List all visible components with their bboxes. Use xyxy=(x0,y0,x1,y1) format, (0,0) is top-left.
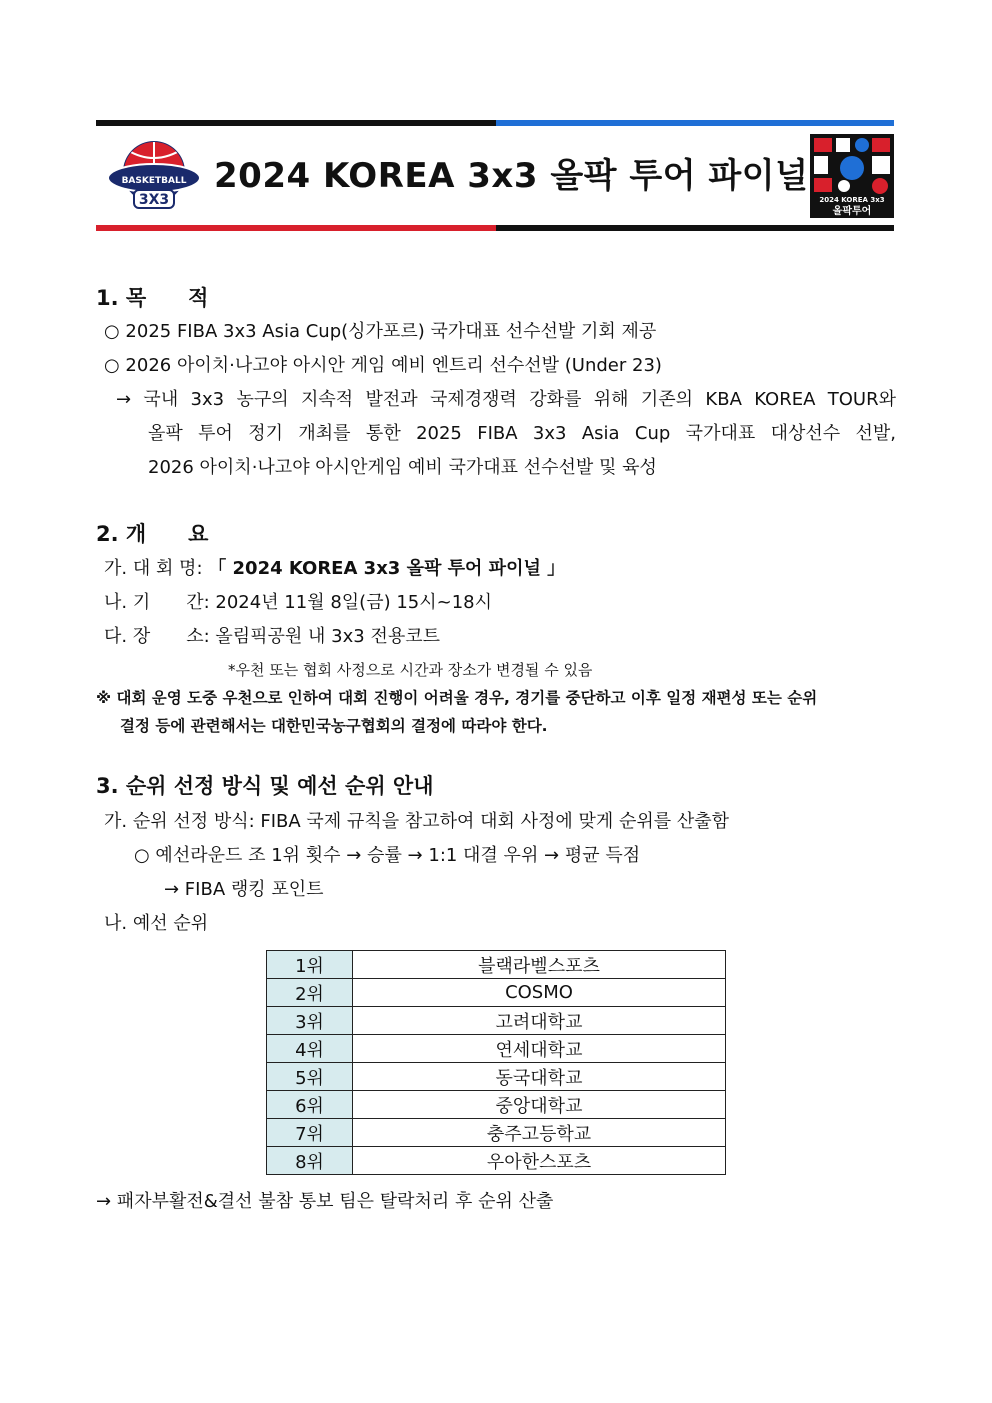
event-note: *우천 또는 협회 사정으로 시간과 장소가 변경될 수 있음 xyxy=(228,661,593,679)
table-row xyxy=(267,1119,726,1147)
section1-item-2: ○ 2026 아이치·나고야 아시안 게임 예비 엔트리 선수선발 (Under 23) xyxy=(104,355,662,376)
section1-item-1: ○ 2025 FIBA 3x3 Asia Cup(싱가포르) 국가대표 선수선발 기회 제공 xyxy=(104,321,657,342)
logo-text-bottom: 3X3 xyxy=(138,192,170,208)
team-cell: 우아한스포츠 xyxy=(353,1147,726,1175)
right-logo-text-bottom: 올팍투어 xyxy=(832,206,872,217)
header-bottom-band xyxy=(96,225,894,231)
rank-cell: 8위 xyxy=(267,1147,353,1175)
section1-heading: 1. 목 적 xyxy=(96,286,209,310)
table-row xyxy=(267,1007,726,1035)
table-row xyxy=(267,1147,726,1175)
page-title: 2024 KOREA 3x3 올팍 투어 파이널 xyxy=(214,156,809,196)
rank-cell: 1위 xyxy=(267,951,353,979)
table-row xyxy=(267,951,726,979)
rank-cell: 4위 xyxy=(267,1035,353,1063)
table-row xyxy=(267,1063,726,1091)
ranking-footnote: → 패자부활전&결선 불참 통보 팀은 탈락처리 후 순위 산출 xyxy=(96,1191,554,1212)
header-top-band xyxy=(96,120,894,126)
ranking-criteria-1: ○ 예선라운드 조 1위 횟수 → 승률 → 1:1 대결 우위 → 평균 득점 xyxy=(134,845,641,866)
rank-cell: 7위 xyxy=(267,1119,353,1147)
event-period: 나. 기 간: 2024년 11월 8일(금) 15시~18시 xyxy=(104,592,492,613)
team-cell: 연세대학교 xyxy=(353,1035,726,1063)
event-name-label: 가. 대 회 명: xyxy=(104,558,203,579)
ranking-heading: 나. 예선 순위 xyxy=(104,913,209,934)
ranking-method: 가. 순위 선정 방식: FIBA 국제 규칙을 참고하여 대회 사정에 맞게 순위를 산출함 xyxy=(104,811,730,832)
section3-heading: 3. 순위 선정 방식 및 예선 순위 안내 xyxy=(96,774,434,798)
table-row xyxy=(267,1091,726,1119)
event-place: 다. 장 소: 올림픽공원 내 3x3 전용코트 xyxy=(104,626,440,647)
team-cell: 중앙대학교 xyxy=(353,1091,726,1119)
right-logo-text: 2024 KOREA 3x3 xyxy=(819,196,885,204)
section1-arrow-line-3: 2026 아이치·나고야 아시안게임 예비 국가대표 선수선발 및 육성 xyxy=(148,457,657,478)
ranking-criteria-2: → FIBA 랭킹 포인트 xyxy=(164,879,324,900)
rank-cell: 2위 xyxy=(267,979,353,1007)
team-cell: 동국대학교 xyxy=(353,1063,726,1091)
section1-arrow-line-2: 올팍 투어 정기 개최를 통한 2025 FIBA 3x3 Asia Cup 국가대표 대상선수 선발, xyxy=(148,423,896,444)
team-cell: COSMO xyxy=(353,979,726,1007)
basketball-3x3-logo-icon xyxy=(104,138,204,214)
ranking-table xyxy=(266,950,726,1175)
section1-arrow-line-1: → 국내 3x3 농구의 지속적 발전과 국제경쟁력 강화를 위해 기존의 KBA KOREA TOUR와 xyxy=(116,389,896,410)
logo-text-top: BASKETBALL xyxy=(121,176,187,186)
event-name-value: 「 2024 KOREA 3x3 올팍 투어 파이널 」 xyxy=(208,558,566,579)
event-name-line xyxy=(104,557,565,581)
olpark-tour-logo-icon xyxy=(810,134,894,218)
table-row xyxy=(267,979,726,1007)
team-cell: 블랙라벨스포츠 xyxy=(353,951,726,979)
rank-cell: 5위 xyxy=(267,1063,353,1091)
warning-line-1: ※ 대회 운영 도중 우천으로 인하여 대회 진행이 어려울 경우, 경기를 중단하고 이후 일정 재편성 또는 순위 xyxy=(96,689,818,707)
team-cell: 고려대학교 xyxy=(353,1007,726,1035)
rank-cell: 6위 xyxy=(267,1091,353,1119)
rank-cell: 3위 xyxy=(267,1007,353,1035)
team-cell: 충주고등학교 xyxy=(353,1119,726,1147)
section2-heading: 2. 개 요 xyxy=(96,522,209,546)
warning-line-2: 결정 등에 관련해서는 대한민국농구협회의 결정에 따라야 한다. xyxy=(120,717,548,735)
table-row xyxy=(267,1035,726,1063)
